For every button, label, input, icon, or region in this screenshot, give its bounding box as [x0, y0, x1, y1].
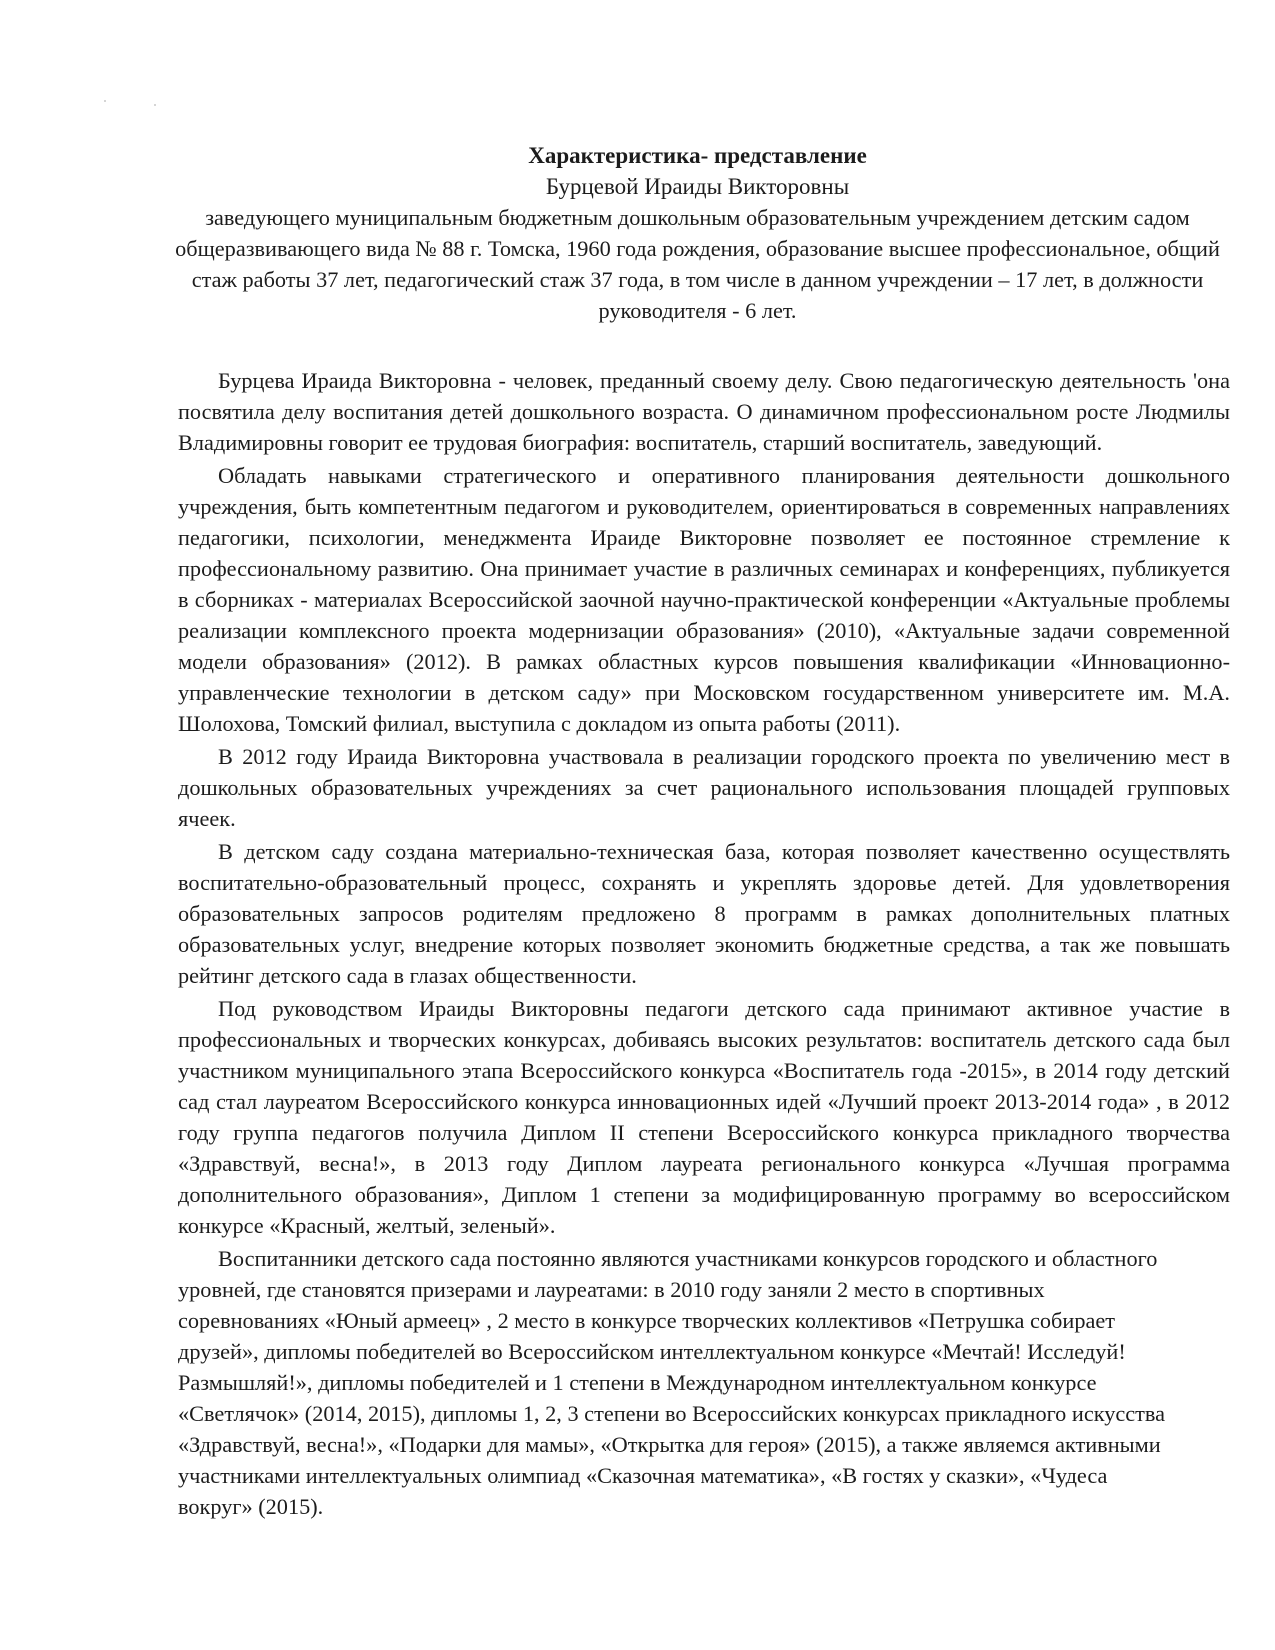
document-subject-details: заведующего муниципальным бюджетным дошкольным образовательным учреждением детским садом общеразвивающего вида № 88 г. Томска, 1960 года рождения, образование высшее профессиональное, общий стаж работы 37 лет, педагогический стаж 37 года, в том числе в данном учреждении – 17 лет, в должности руководителя - 6 лет. [175, 205, 1220, 323]
paragraph-2: Обладать навыками стратегического и оперативного планирования деятельности дошкольного учреждения, быть компетентным педагогом и руководителем, ориентироваться в современных направлениях педагогики, психологии, менеджмента Ираиде Викторовне позволяет ее постоянное стремление к профессиональному развитию. Она принимает участие в различных семинарах и конференциях, публикуется в сборниках - материалах Всероссийской заочной научно-практической конференции «Актуальные проблемы реализации комплексного проекта модернизации образования» (2010), «Актуальные задачи современной модели образования» (2012). В рамках областных курсов повышения квалификации «Инновационно-управленческие технологии в детском саду» при Московском государственном университете им. М.А. Шолохова, Томский филиал, выступила с докладом из опыта работы (2011). [178, 463, 1230, 736]
scan-speck [104, 100, 106, 102]
document-body [178, 365, 1230, 1524]
paragraph-1: Бурцева Ираида Викторовна - человек, преданный своему делу. Свою педагогическую деятельность 'она посвятила делу воспитания детей дошкольного возраста. О динамичном профессиональном росте Людмилы Владимировны говорит ее трудовая биография: воспитатель, старший воспитатель, заведующий. [178, 368, 1230, 455]
paragraph-6: Воспитанники детского сада постоянно являются участниками конкурсов городского и областного уровней, где становятся призерами и лауреатами: в 2010 году заняли 2 место в спортивных соревнованиях «Юный армеец» , 2 место в конкурсе творческих коллективов «Петрушка собирает друзей», дипломы победителей во Всероссийском интеллектуальном конкурсе «Мечтай! Исследуй! Размышляй!», дипломы победителей и 1 степени в Международном интеллектуальном конкурсе «Светлячок» (2014, 2015), дипломы 1, 2, 3 степени во Всероссийских конкурсах прикладного искусства «Здравствуй, весна!», «Подарки для мамы», «Открытка для героя» (2015), а также являемся активными участниками интеллектуальных олимпиад «Сказочная математика», «В гостях у сказки», «Чудеса вокруг» (2015). [178, 1246, 1166, 1519]
scan-speck [154, 104, 156, 106]
paragraph-5: Под руководством Ираиды Викторовны педагоги детского сада принимают активное участие в профессиональных и творческих конкурсах, добиваясь высоких результатов: воспитатель детского сада был участником муниципального этапа Всероссийского конкурса «Воспитатель года -2015», в 2014 году детский сад стал лауреатом Всероссийского конкурса инновационных идей «Лучший проект 2013-2014 года» , в 2012 году группа педагогов получила Диплом II степени Всероссийского конкурса прикладного творчества «Здравствуй, весна!», в 2013 году Диплом лауреата регионального конкурса «Лучшая программа дополнительного образования», Диплом 1 степени за модифицированную программу во всероссийском конкурсе «Красный, желтый, зеленый». [178, 996, 1230, 1238]
paragraph-3: В 2012 году Ираида Викторовна участвовала в реализации городского проекта по увеличению мест в дошкольных образовательных учреждениях за счет рационального использования площадей групповых ячеек. [178, 744, 1230, 831]
paragraph-4: В детском саду создана материально-техническая база, которая позволяет качественно осуществлять воспитательно-образовательный процесс, сохранять и укреплять здоровье детей. Для удовлетворения образовательных запросов родителям предложено 8 программ в рамках дополнительных платных образовательных услуг, внедрение которых позволяет экономить бюджетные средства, а так же повышать рейтинг детского сада в глазах общественности. [178, 839, 1230, 988]
document-title: Характеристика- представление [528, 143, 867, 168]
scan-specks [100, 96, 170, 110]
document-subject-name: Бурцевой Ираиды Викторовны [545, 174, 850, 199]
document-header [170, 140, 1225, 326]
